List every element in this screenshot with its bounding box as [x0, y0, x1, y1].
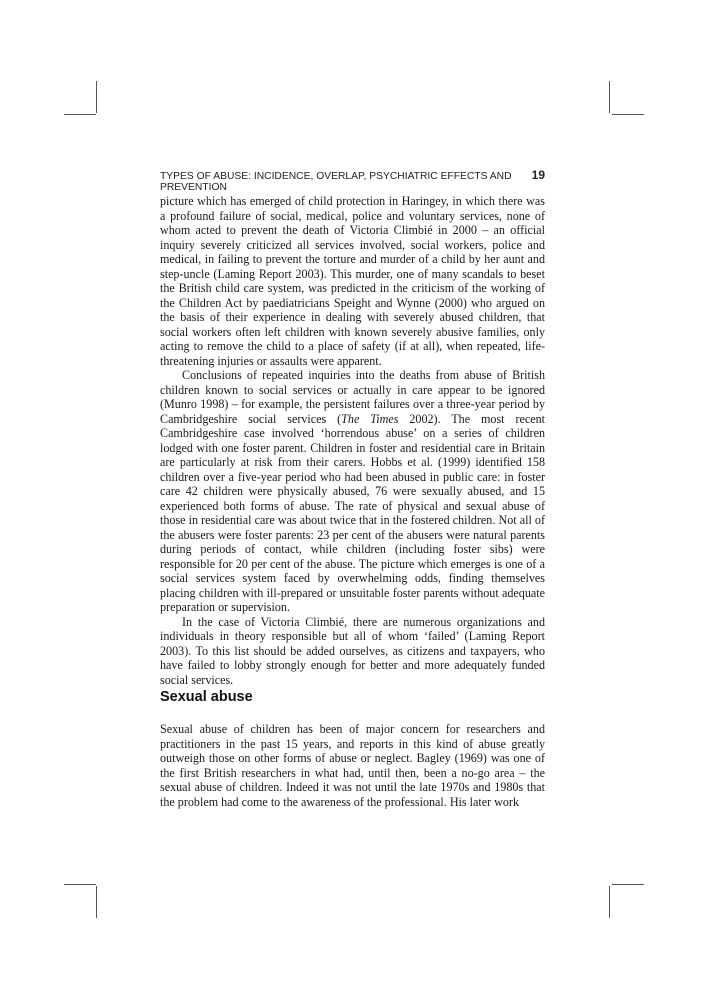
crop-mark-top-left-vertical [96, 81, 97, 113]
page-number: 19 [531, 168, 545, 182]
paragraph-3 [160, 615, 545, 688]
italic-citation: The Times [341, 411, 399, 426]
text-segment: 2002). The most recent Cambridgeshire case involved ‘horrendous abuse’ on a series of children lodged with one foster parent. Children in foster and residential care in Britain are particularly at risk from their carers. Hobbs et al. (1999) identified 158 children over a five-year period who had been abused in public care: in foster care 42 children were physically abused, 76 were sexually abused, and 15 experienced both forms of abuse. The rate of physical and sexual abuse of those in residential care was about twice that in the fostered children. Not all of the abusers were foster parents: 23 per cent of the abusers were natural parents during periods of contact, while children (including foster sibs) were responsible for 20 per cent of the abuse. The picture which emerges is one of a social services system faced by overwhelming odds, finding themselves placing children with ill-prepared or unsuitable foster parents without adequate preparation or supervision. [160, 411, 545, 614]
body-text [160, 194, 545, 687]
section-paragraph: Sexual abuse of children has been of major concern for researchers and practitioners in the past 15 years, and reports in this kind of abuse greatly outweigh those on other forms of abuse or neglect. Bagley (1969) was one of the first British researchers in what had, until then, been a no-go area – the sexual abuse of children. Indeed it was not until the late 1970s and 1980s that the problem had come to the awareness of the professional. His later work [160, 722, 545, 809]
running-head-title: TYPES OF ABUSE: INCIDENCE, OVERLAP, PSYCHIATRIC EFFECTS AND PREVENTION [160, 171, 512, 193]
text-segment: picture which has emerged of child protection in Haringey, in which there was a profound failure of social, medical, police and voluntary services, none of whom acted to prevent the death of Victoria Climbié in 2000 – an official inquiry severely criticized all services involved, social workers, police and medical, in failing to prevent the torture and murder of a child by her aunt and step-uncle (Laming Report 2003). This murder, one of many scandals to beset the British child care system, was predicted in the criticism of the working of the Children Act by paediatricians Speight and Wynne (2000) who argued on the basis of their experience in dealing with severely abused children, that social workers often left children with known severely abusive families, only acting to remove the child to a place of safety (if at all), when repeated, life-threatening injuries or assaults were apparent. [160, 194, 545, 368]
running-head [160, 168, 545, 193]
crop-mark-bottom-right-horizontal [612, 884, 644, 885]
paragraph-1 [160, 194, 545, 368]
crop-mark-bottom-right-vertical [609, 886, 610, 918]
crop-mark-bottom-left-vertical [96, 886, 97, 918]
section-heading: Sexual abuse [160, 689, 253, 705]
text-segment: In the case of Victoria Climbié, there are numerous organizations and individuals in theory responsible but all of whom ‘failed’ (Laming Report 2003). To this list should be added ourselves, as citizens and taxpayers, who have failed to lobby strongly enough for better and more adequately funded social services. [160, 614, 545, 687]
text-segment: Conclusions of repeated inquiries into the deaths from abuse of British children known to social services or actually in care appear to be ignored (Munro 1998) – for example, the persistent failures over a three-year period by Cambridgeshire social services ( [160, 368, 545, 426]
section-body [160, 722, 545, 809]
paragraph-2 [160, 368, 545, 615]
crop-mark-top-right-horizontal [612, 114, 644, 115]
crop-mark-top-right-vertical [609, 81, 610, 113]
crop-mark-bottom-left-horizontal [64, 884, 96, 885]
crop-mark-top-left-horizontal [64, 114, 96, 115]
